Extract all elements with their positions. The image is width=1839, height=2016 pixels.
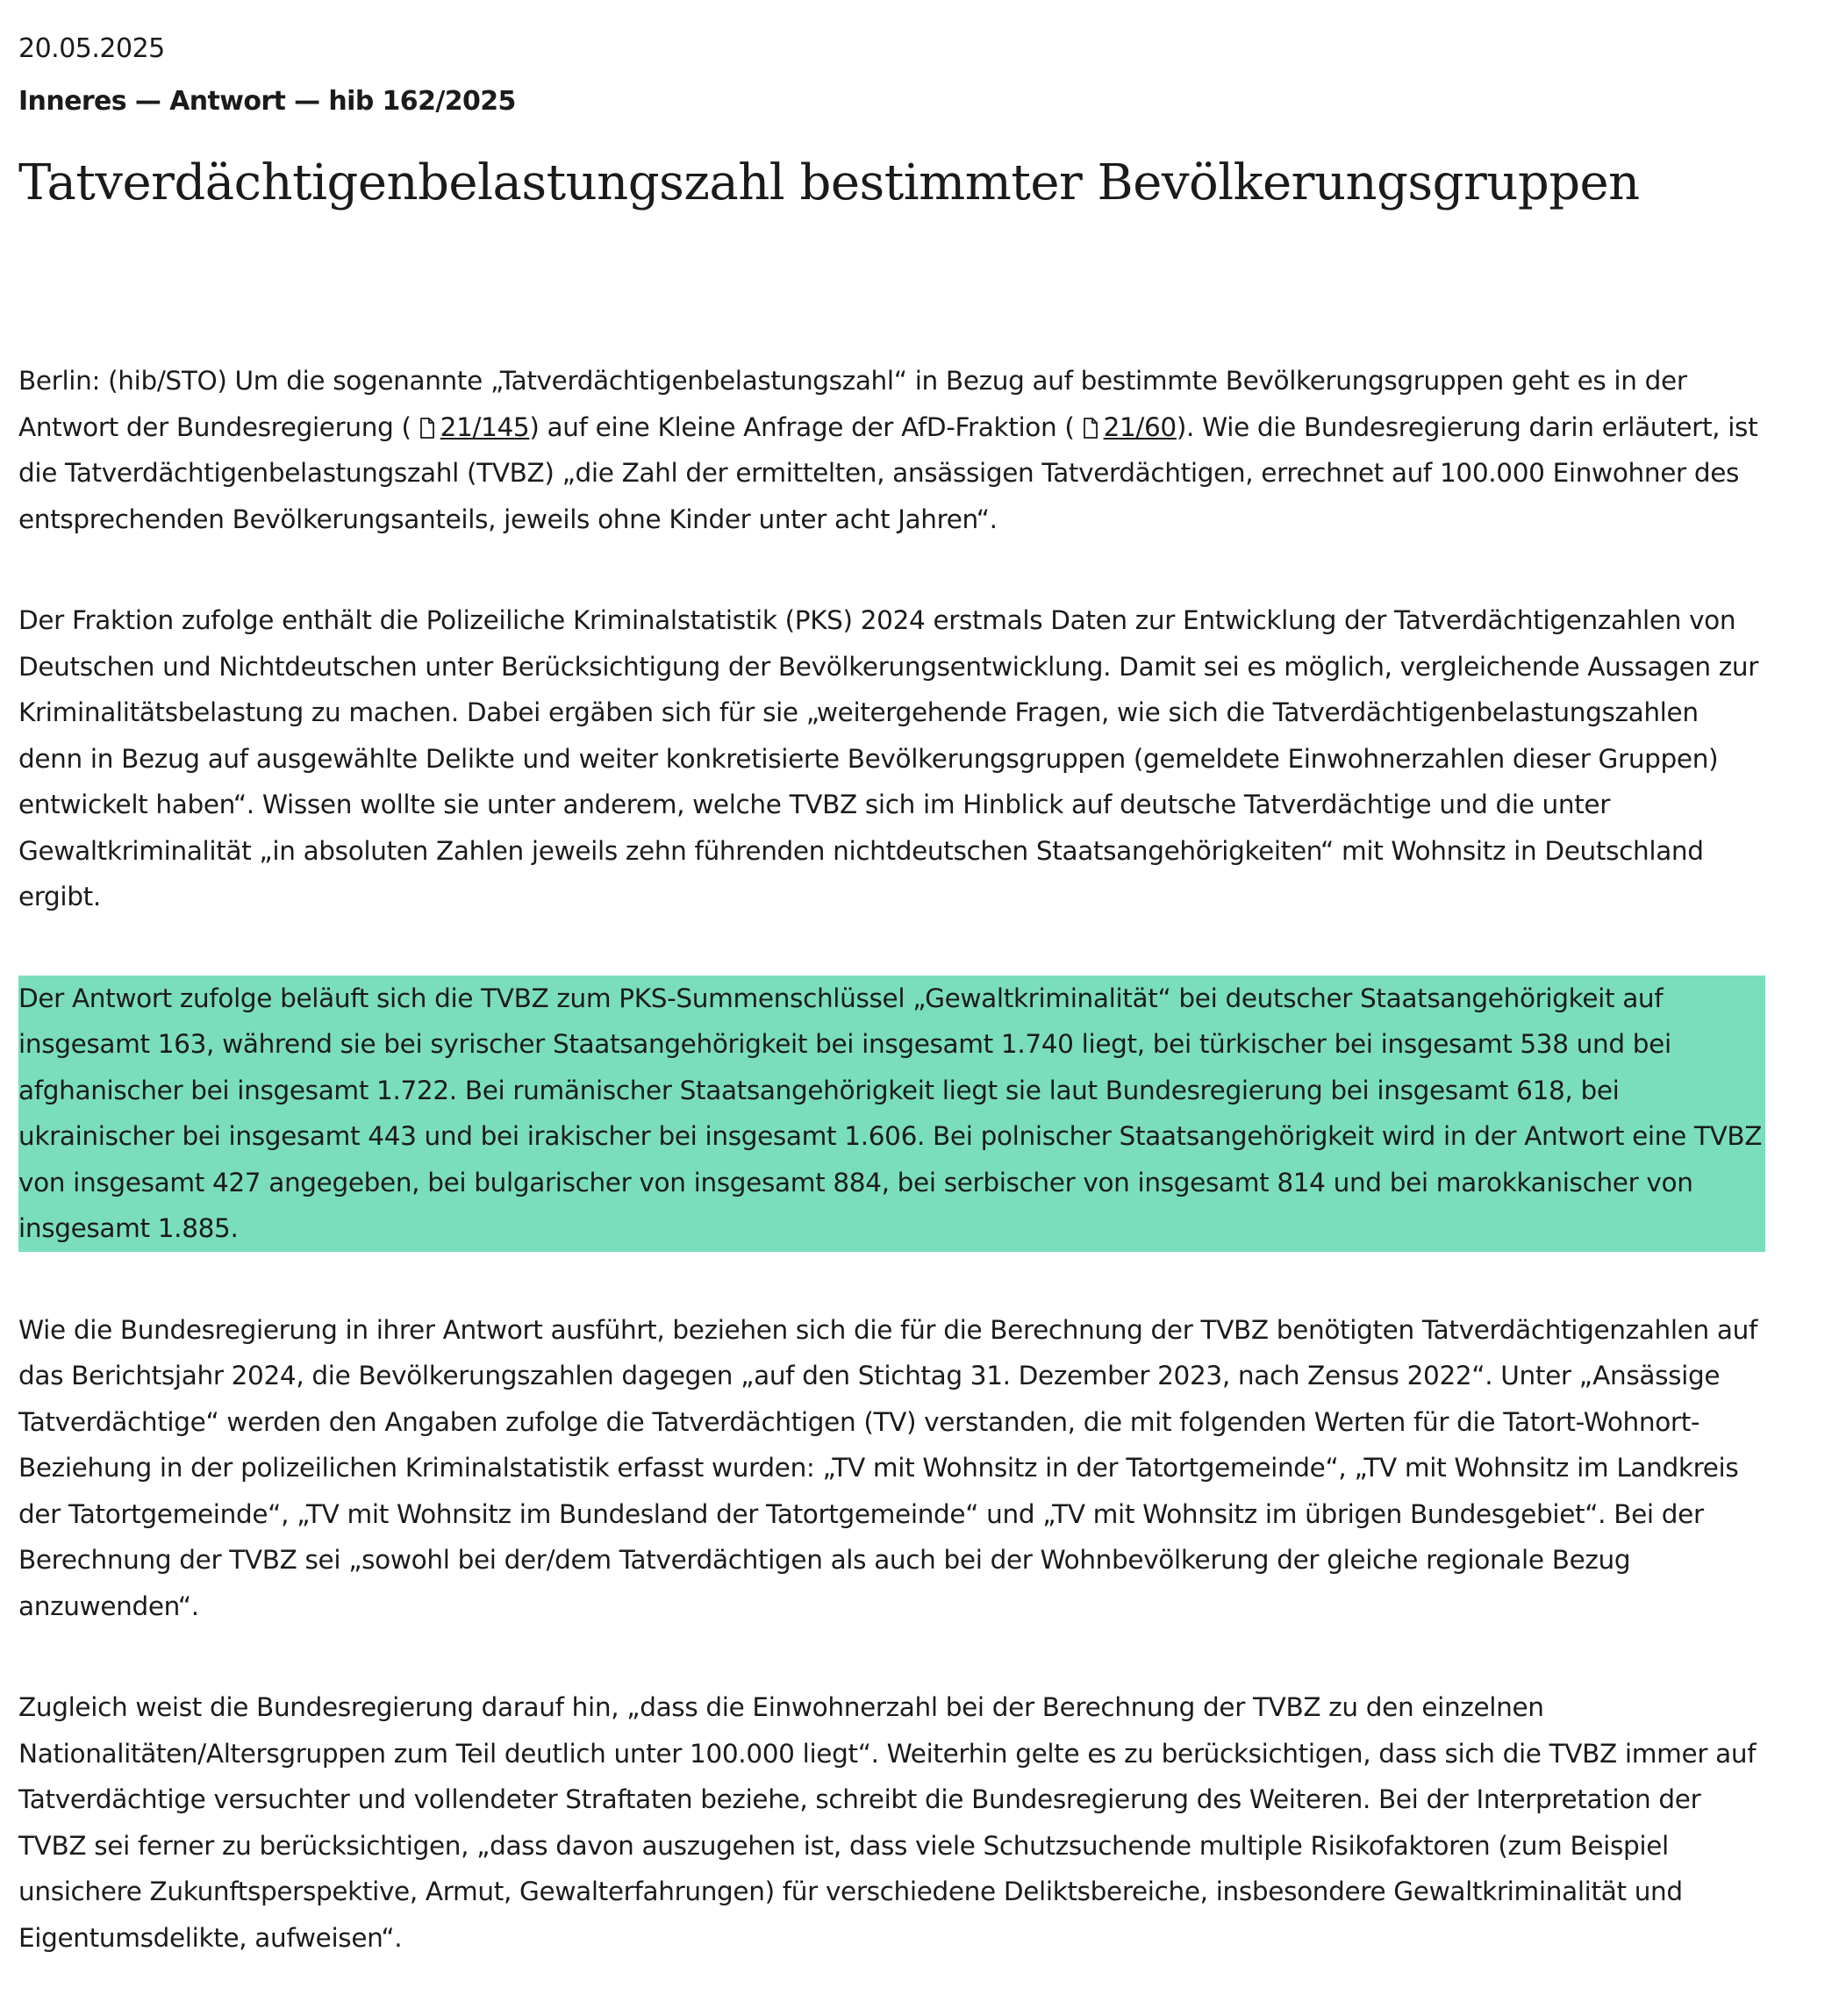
paragraph-highlighted-figures[interactable]: Der Antwort zufolge beläuft sich die TVBZ zum PKS-Summenschlüssel „Gewaltkriminalität“ bei deutscher Staatsangehörigkeit auf insgesamt 163, während sie bei syrischer Staatsangehörigkeit bei insgesamt 1.740 liegt, bei türkischer bei insgesamt 538 und bei afghanischer bei insgesamt 1.722. Bei rumänischer Staatsangehörigkeit liegt sie laut Bundesregierung bei insgesamt 618, bei ukrainischer bei insgesamt 443 und bei irakischer bei insgesamt 1.606. Bei polnischer Staatsangehörigkeit wird in der Antwort eine TVBZ von insgesamt 427 angegeben, bei bulgarischer von insgesamt 884, bei serbischer von insgesamt 814 und bei marokkanischer von insgesamt 1.885. <box>18 976 1765 1252</box>
article-kicker: Inneres — Antwort — hib 162/2025 <box>18 86 516 117</box>
article-date: 20.05.2025 <box>18 33 165 64</box>
drucksache-link-21-145[interactable] <box>419 412 530 442</box>
intro-text-c: ). Wie die Bundesregierung darin erläutert, ist die Tatverdächtigenbelastungszahl (TVBZ) „die Zahl der ermittelten, ansässigen Tatverdächtigen, errechnet auf 100.000 Einwohner des entsprechenden Bevölkerungsanteils, jeweils ohne Kinder unter acht Jahren“. <box>18 411 1758 534</box>
intro-text-a: Berlin: (hib/STO) Um die sogenannte „Tatverdächtigenbelastungszahl“ in Bezug auf bestimmte Bevölkerungsgruppen geht es in der Antwort der Bundesregierung ( <box>18 366 1687 442</box>
paragraph-fraktion: Der Fraktion zufolge enthält die Polizeiliche Kriminalstatistik (PKS) 2024 erstmals Daten zur Entwicklung der Tatverdächtigenzahlen von Deutschen und Nichtdeutschen unter Berücksichtigung der Bevölkerungsentwicklung. Damit sei es möglich, vergleichende Aussagen zur Kriminalitätsbelastung zu machen. Dabei ergäben sich für sie „weitergehende Fragen, wie sich die Tatverdächtigenbelastungszahlen denn in Bezug auf ausgewählte Delikte und weiter konkretisierte Bevölkerungsgruppen (gemeldete Einwohnerzahlen dieser Gruppen) entwickelt haben“. Wissen wollte sie unter anderem, welche TVBZ sich im Hinblick auf deutsche Tatverdächtige und die unter Gewaltkriminalität „in absoluten Zahlen jeweils zehn führenden nichtdeutschen Staatsangehörigkeiten“ mit Wohnsitz in Deutschland ergibt. <box>18 605 1759 911</box>
document-icon <box>1083 418 1098 439</box>
link-label: 21/145 <box>440 411 530 442</box>
article-title: Tatverdächtigenbelastungszahl bestimmter Bevölkerungsgruppen <box>18 154 1640 211</box>
document-icon <box>419 418 435 439</box>
paragraph-intro <box>18 358 1769 542</box>
link-label: 21/60 <box>1103 411 1177 442</box>
paragraph-hinweis: Zugleich weist die Bundesregierung darauf hin, „dass die Einwohnerzahl bei der Berechnung der TVBZ zu den einzelnen Nationalitäten/Altersgruppen zum Teil deutlich unter 100.000 liegt“. Weiterhin gelte es zu berücksichtigen, dass sich die TVBZ immer auf Tatverdächtige versuchter und vollendeter Straftaten beziehe, schreibt die Bundesregierung des Weiteren. Bei der Interpretation der TVBZ sei ferner zu berücksichtigen, „dass davon auszugehen ist, dass viele Schutzsuchende multiple Risikofaktoren (zum Beispiel unsichere Zukunftsperspektive, Armut, Gewalterfahrungen) für verschiedene Deliktsbereiche, insbesondere Gewaltkriminalität und Eigentumsdelikte, aufweisen“. <box>18 1692 1757 1953</box>
paragraph-berechnung: Wie die Bundesregierung in ihrer Antwort ausführt, beziehen sich die für die Berechnung der TVBZ benötigten Tatverdächtigenzahlen auf das Berichtsjahr 2024, die Bevölkerungszahlen dagegen „auf den Stichtag 31. Dezember 2023, nach Zensus 2022“. Unter „Ansässige Tatverdächtige“ werden den Angaben zufolge die Tatverdächtigen (TV) verstanden, die mit folgenden Werten für die Tatort-Wohnort-Beziehung in der polizeilichen Kriminalstatistik erfasst wurden: „TV mit Wohnsitz in der Tatortgemeinde“, „TV mit Wohnsitz im Landkreis der Tatortgemeinde“, „TV mit Wohnsitz im Bundesland der Tatortgemeinde“ und „TV mit Wohnsitz im übrigen Bundesgebiet“. Bei der Berechnung der TVBZ sei „sowohl bei der/dem Tatverdächtigen als auch bei der Wohnbevölkerung der gleiche regionale Bezug anzuwenden“. <box>18 1314 1757 1621</box>
drucksache-link-21-60[interactable] <box>1083 412 1177 442</box>
intro-text-b: ) auf eine Kleine Anfrage der AfD-Fraktion ( <box>529 411 1083 442</box>
article-body <box>18 358 1769 2016</box>
